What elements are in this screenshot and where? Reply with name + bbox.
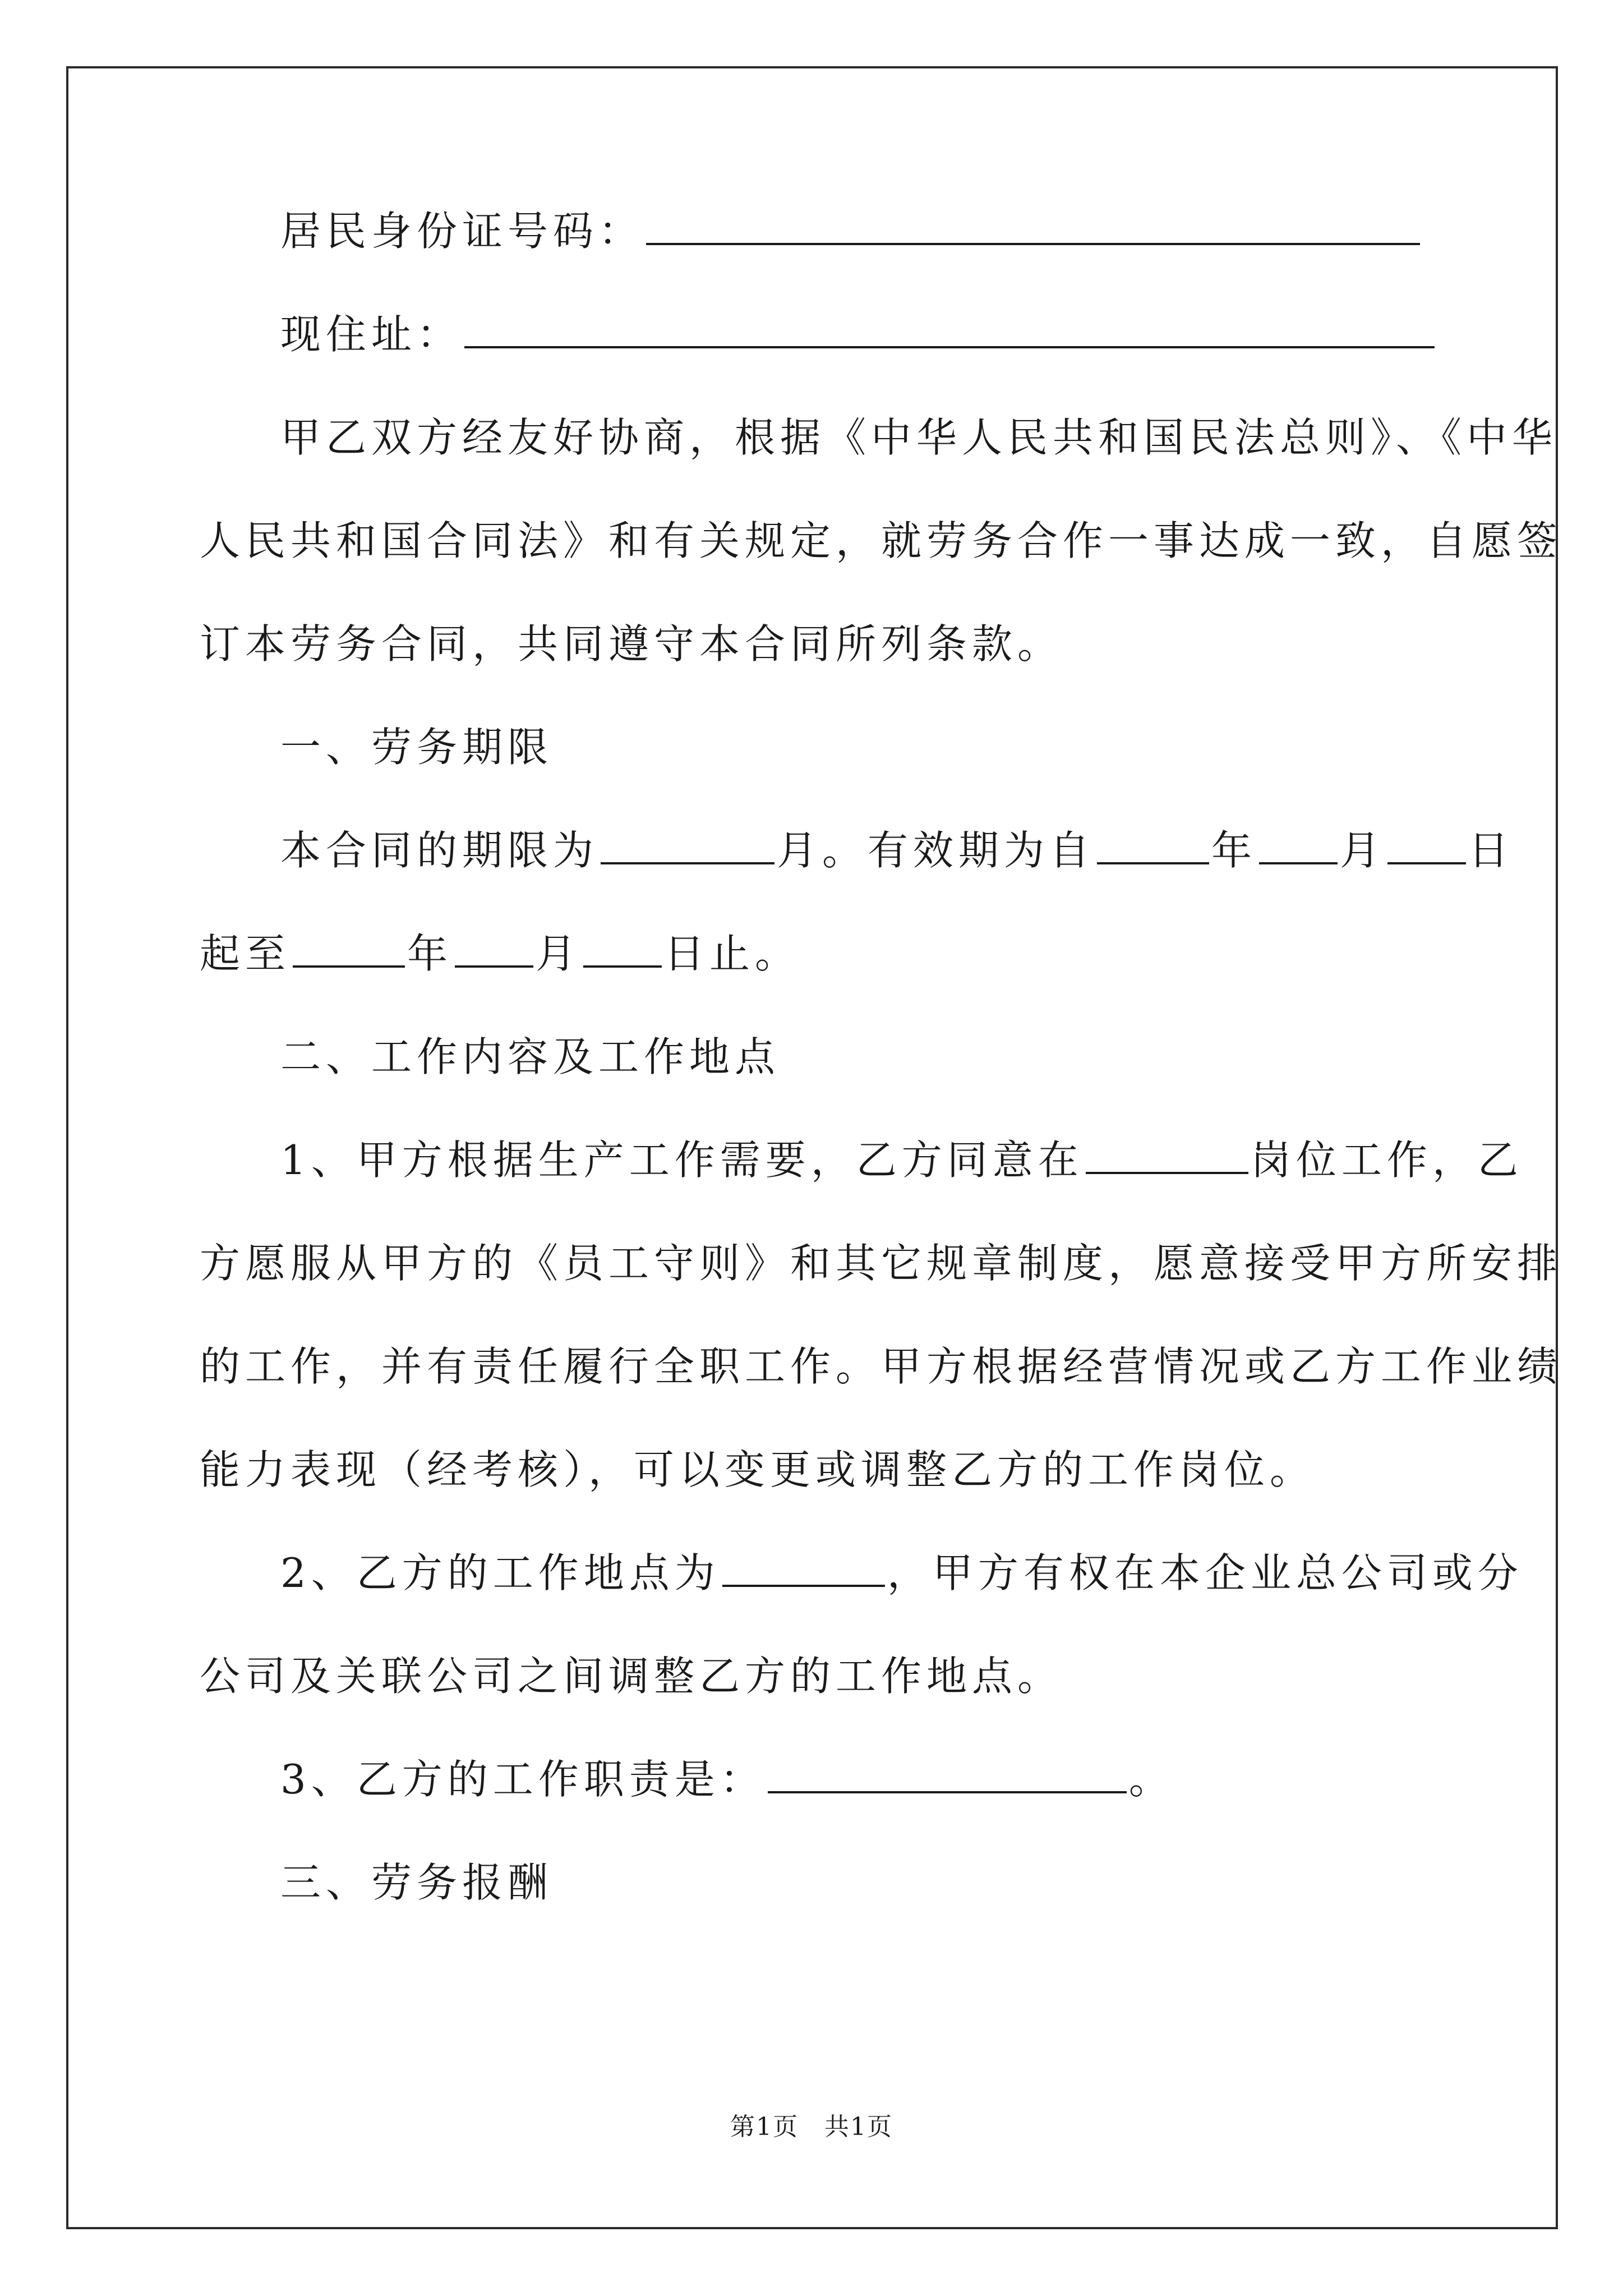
- start-month-blank[interactable]: [1259, 825, 1338, 864]
- intro-line-2: 人民共和国合同法》和有关规定，就劳务合作一事达成一致，自愿签: [200, 517, 1563, 564]
- term-1-text-b: 月。有效期为自: [777, 827, 1095, 874]
- item-1-text-b: 岗位工作，乙: [1250, 1137, 1523, 1184]
- end-year-blank[interactable]: [293, 928, 405, 968]
- term-line-2: [200, 926, 800, 982]
- section-2-heading: 二、工作内容及工作地点: [280, 1033, 781, 1080]
- address-label: 现住址：: [280, 311, 463, 358]
- start-year-blank[interactable]: [1097, 825, 1209, 864]
- item-1-line-1: [280, 1132, 1523, 1188]
- section-3-heading: 三、劳务报酬: [280, 1859, 554, 1906]
- item-1-line-4: 能力表现（经考核），可以变更或调整乙方的工作岗位。: [200, 1446, 1316, 1493]
- term-1-text-a: 本合同的期限为: [280, 827, 599, 874]
- job-duties-blank[interactable]: [768, 1754, 1127, 1793]
- end-month-blank[interactable]: [455, 928, 533, 968]
- term-line-1: [280, 822, 1514, 878]
- term-2-text-b: 年: [407, 930, 453, 977]
- end-day-blank[interactable]: [583, 928, 662, 968]
- position-blank[interactable]: [1086, 1135, 1248, 1174]
- start-day-blank[interactable]: [1387, 825, 1466, 864]
- id-number-label: 居民身份证号码：: [280, 208, 644, 255]
- item-1-line-3: 的工作，并有责任履行全职工作。甲方根据经营情况或乙方工作业绩: [200, 1343, 1563, 1390]
- address-line: [280, 306, 1437, 362]
- item-1-text-a: 1、甲方根据生产工作需要，乙方同意在: [280, 1137, 1083, 1184]
- term-2-text-c: 月: [536, 930, 582, 977]
- item-3-text-a: 3、乙方的工作职责是：: [280, 1756, 766, 1803]
- intro-line-1: 甲乙双方经友好协商，根据《中华人民共和国民法总则》、《中华: [280, 414, 1558, 461]
- id-number-line: [280, 203, 1422, 259]
- section-1-heading: 一、劳务期限: [280, 724, 554, 771]
- page-number-footer: 第1页 共1页: [730, 2113, 893, 2141]
- item-2-text-b: ，甲方有权在本企业总公司或分: [887, 1549, 1523, 1596]
- term-1-text-e: 日: [1468, 827, 1514, 874]
- term-1-text-d: 月: [1340, 827, 1386, 874]
- term-2-text-a: 起至: [200, 930, 291, 977]
- item-2-line-1: [280, 1545, 1523, 1601]
- term-months-blank[interactable]: [601, 825, 774, 864]
- item-2-line-2: 公司及关联公司之间调整乙方的工作地点。: [200, 1653, 1063, 1700]
- item-2-text-a: 2、乙方的工作地点为: [280, 1549, 720, 1596]
- intro-line-3: 订本劳务合同，共同遵守本合同所列条款。: [200, 620, 1063, 668]
- item-3-line-1: [280, 1751, 1174, 1807]
- work-location-blank[interactable]: [722, 1548, 885, 1587]
- term-1-text-c: 年: [1211, 827, 1257, 874]
- address-blank[interactable]: [464, 309, 1435, 348]
- item-1-line-2: 方愿服从甲方的《员工守则》和其它规章制度，愿意接受甲方所安排: [200, 1240, 1563, 1287]
- term-2-text-d: 日止。: [664, 930, 801, 977]
- item-3-text-b: 。: [1128, 1756, 1174, 1803]
- id-number-blank[interactable]: [646, 206, 1420, 245]
